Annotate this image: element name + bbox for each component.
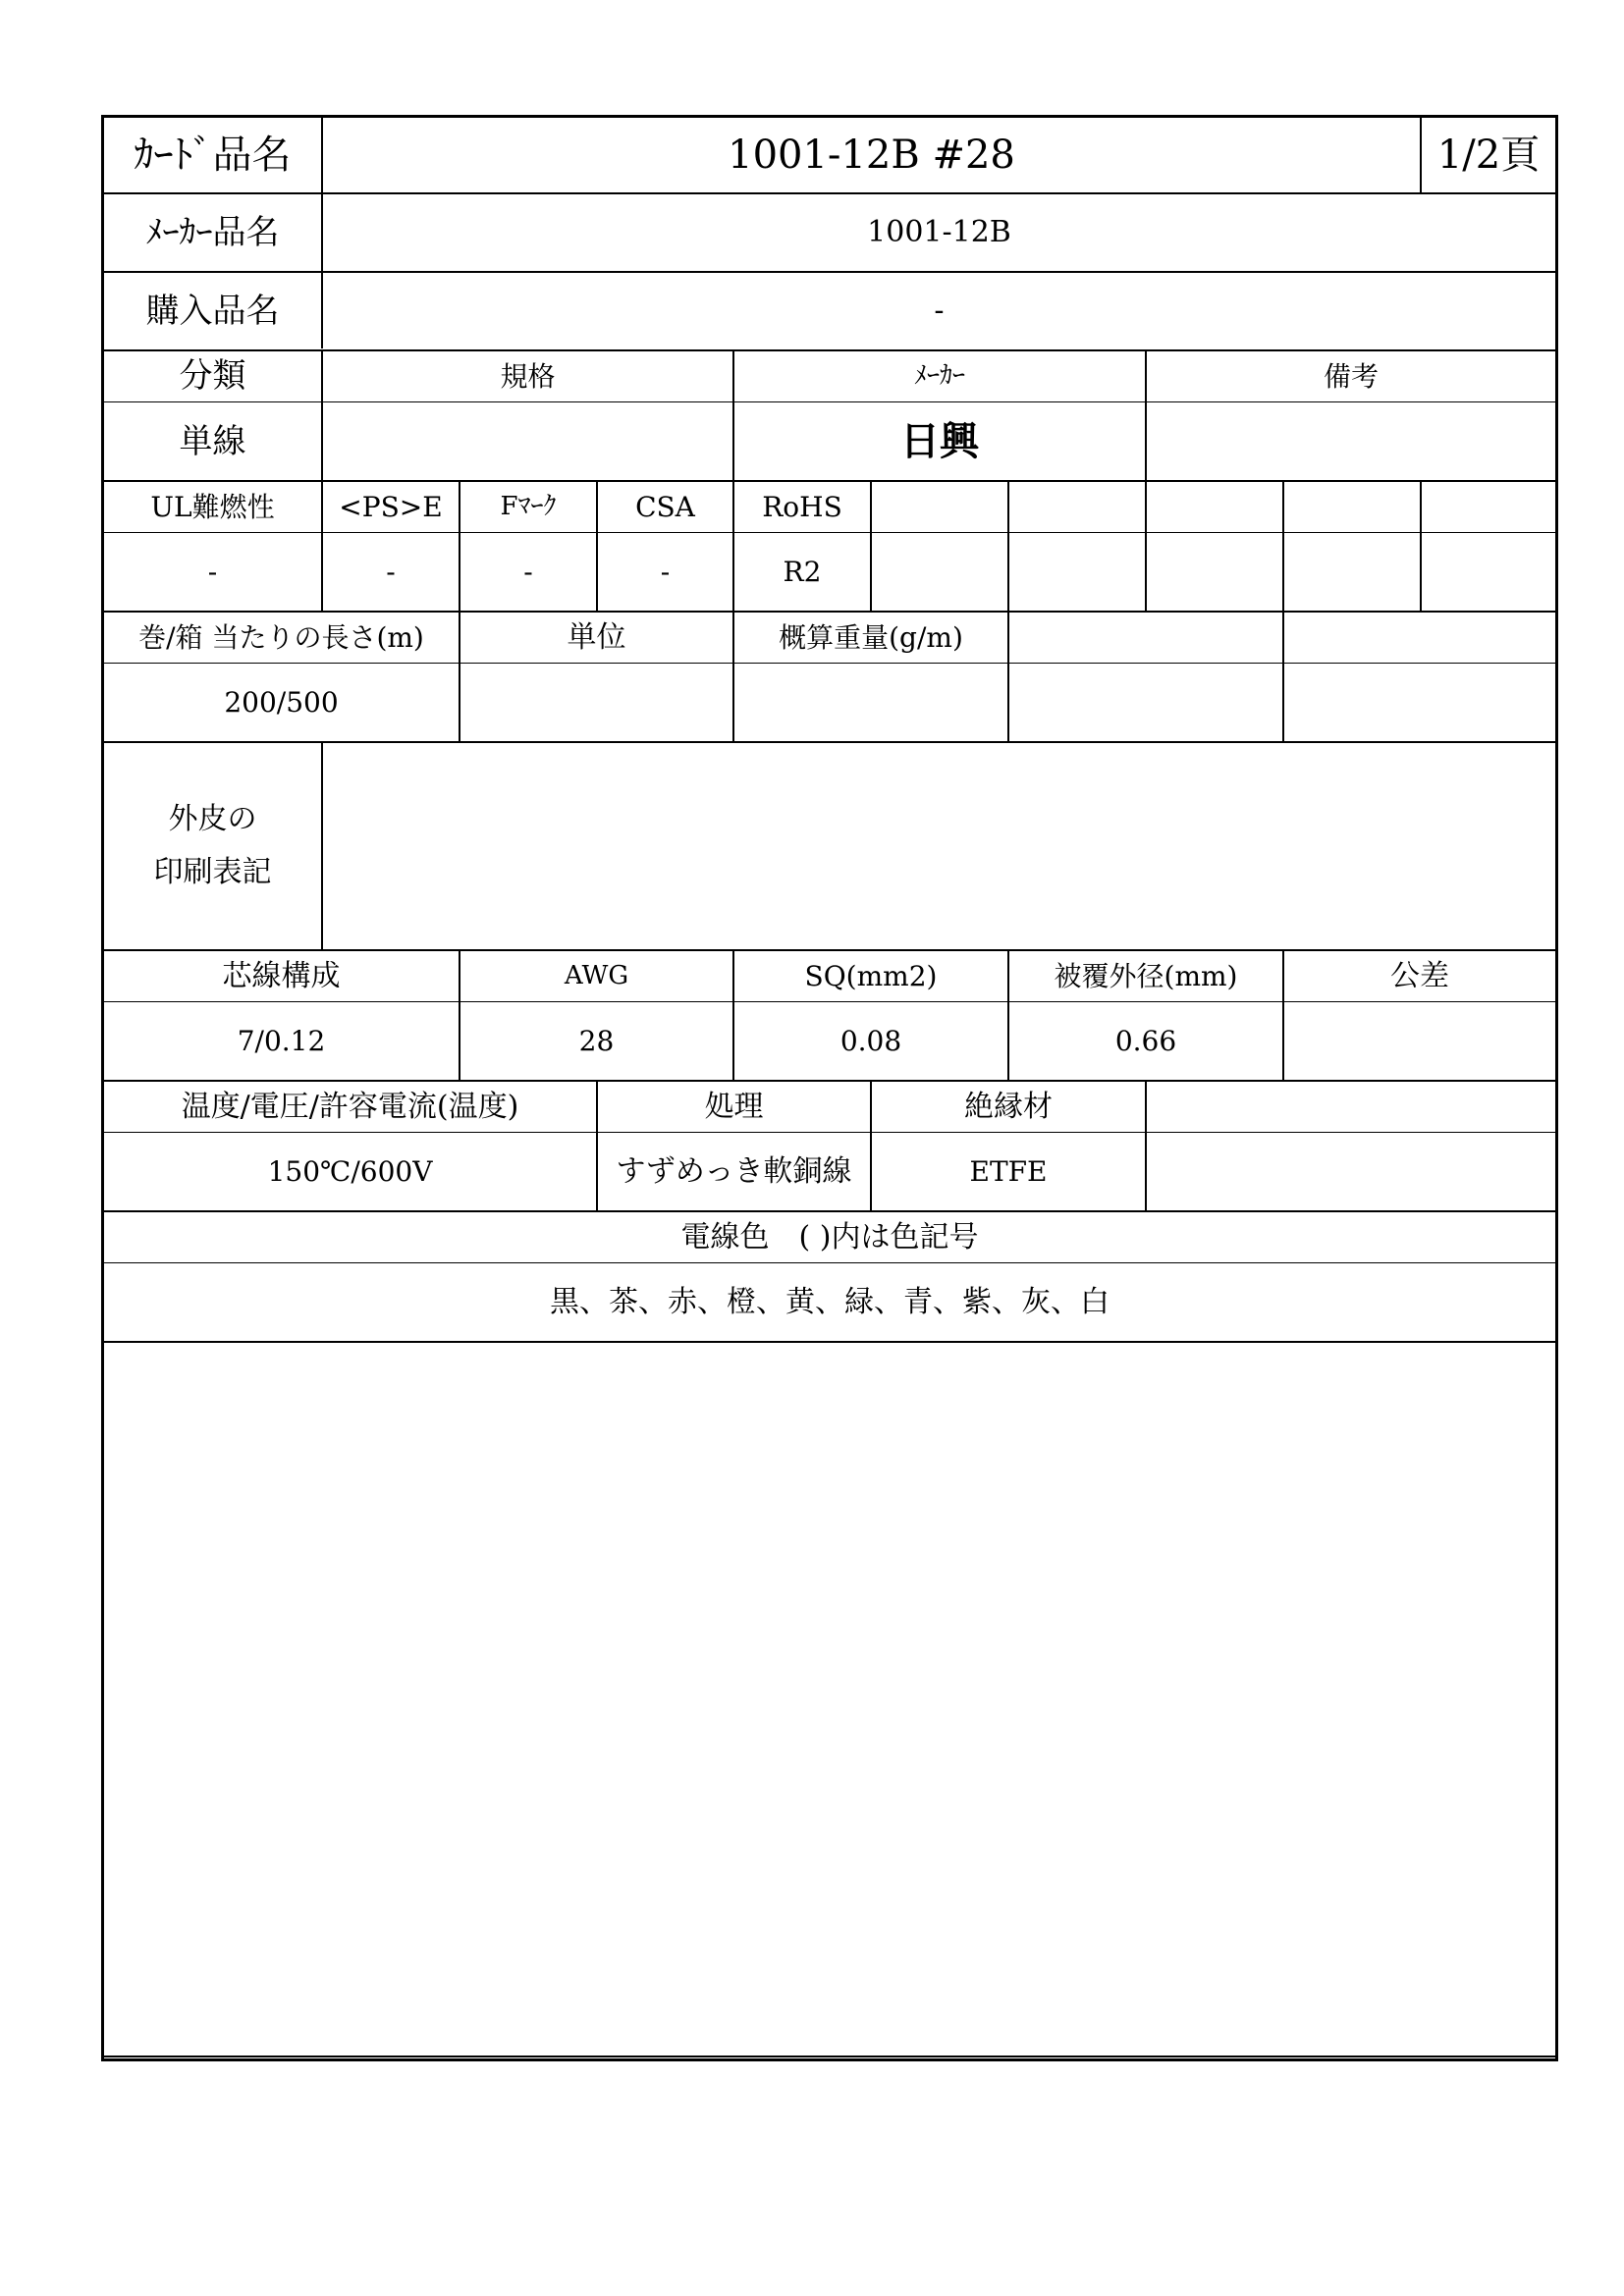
length-col-5-value (1284, 665, 1555, 741)
card-name-value: 1001-12B #28 (728, 132, 1015, 178)
approx-weight-header: 概算重量(g/m) (779, 620, 963, 654)
csa-value: - (660, 556, 671, 589)
length-per-reel-value: 200/500 (224, 686, 339, 720)
sq-value: 0.08 (839, 1025, 902, 1058)
standard-col-9-value (1284, 534, 1420, 611)
maker-header: ﾒｰｶｰ (913, 360, 965, 391)
standard-col-10-header (1422, 482, 1555, 532)
treatment-header: 処理 (704, 1089, 764, 1124)
f-mark-header: Fﾏｰｸ (500, 491, 557, 521)
length-col-4-value (1009, 665, 1282, 741)
rating-col-4-value (1147, 1134, 1555, 1210)
rating-col-4-header (1147, 1082, 1555, 1132)
standard-col-8-header (1147, 482, 1282, 532)
tolerance-value (1284, 1003, 1555, 1080)
awg-value: 28 (578, 1025, 615, 1058)
pse-value: - (386, 556, 396, 589)
standard-col-10-value (1422, 534, 1555, 611)
rating-value: 150℃/600V (267, 1155, 433, 1189)
standard-col-8-value (1147, 534, 1282, 611)
strand-config-value: 7/0.12 (237, 1025, 326, 1058)
bottom-double-line (101, 2056, 1558, 2057)
approx-weight-value (734, 665, 1007, 741)
unit-header: 単位 (567, 619, 626, 655)
standard-col-6-value (872, 534, 1007, 611)
standard-col-7-header (1009, 482, 1145, 532)
remarks-header: 備考 (1323, 359, 1379, 393)
purchase-name-label: 購入品名 (145, 291, 280, 331)
maker-name-value: 1001-12B (867, 215, 1011, 249)
length-col-5-header (1284, 613, 1555, 663)
remarks-value (1147, 403, 1555, 480)
maker-name-label: ﾒｰｶｰ品名 (145, 212, 280, 252)
classification-value: 単線 (179, 421, 246, 461)
treatment-value: すずめっき軟銅線 (616, 1154, 852, 1189)
outer-diameter-header: 被覆外径(mm) (1054, 959, 1238, 992)
jacket-print-value (323, 743, 1555, 949)
jacket-print-label-line1: 外皮の (168, 802, 257, 836)
strand-config-header: 芯線構成 (222, 958, 341, 993)
maker-value: 日興 (900, 418, 979, 464)
card-name-label: ｶｰﾄﾞ品名 (134, 132, 292, 178)
f-mark-value: - (523, 556, 533, 589)
awg-header: AWG (564, 960, 629, 990)
unit-value (460, 665, 732, 741)
ul-flame-value: - (207, 556, 218, 589)
classification-header: 分類 (179, 356, 246, 397)
tolerance-header: 公差 (1390, 958, 1449, 993)
jacket-print-label-line2: 印刷表記 (153, 855, 272, 889)
insulation-header: 絶縁材 (964, 1089, 1053, 1124)
csa-header: CSA (635, 490, 695, 523)
insulation-value: ETFE (969, 1155, 1048, 1189)
pse-header: <PS>E (339, 490, 443, 523)
ul-flame-header: UL難燃性 (150, 490, 275, 523)
rohs-header: RoHS (762, 490, 842, 523)
wire-color-header: 電線色 ( )内は色記号 (680, 1219, 979, 1255)
standard-value (323, 403, 732, 480)
sq-header: SQ(mm2) (804, 959, 938, 992)
purchase-name-value: - (934, 294, 945, 328)
standard-header: 規格 (500, 359, 556, 393)
jacket-print-label (104, 743, 321, 949)
outer-diameter-value: 0.66 (1114, 1025, 1177, 1058)
rating-header: 温度/電圧/許容電流(温度) (181, 1089, 519, 1124)
standard-col-9-header (1284, 482, 1420, 532)
standard-col-7-value (1009, 534, 1145, 611)
page-number: 1/2頁 (1436, 132, 1541, 178)
rohs-value: R2 (783, 556, 822, 589)
wire-color-value: 黒、茶、赤、橙、黄、緑、青、紫、灰、白 (550, 1285, 1110, 1319)
length-per-reel-header: 巻/箱 当たりの長さ(m) (138, 620, 424, 654)
standard-col-6-header (872, 482, 1007, 532)
length-col-4-header (1009, 613, 1282, 663)
